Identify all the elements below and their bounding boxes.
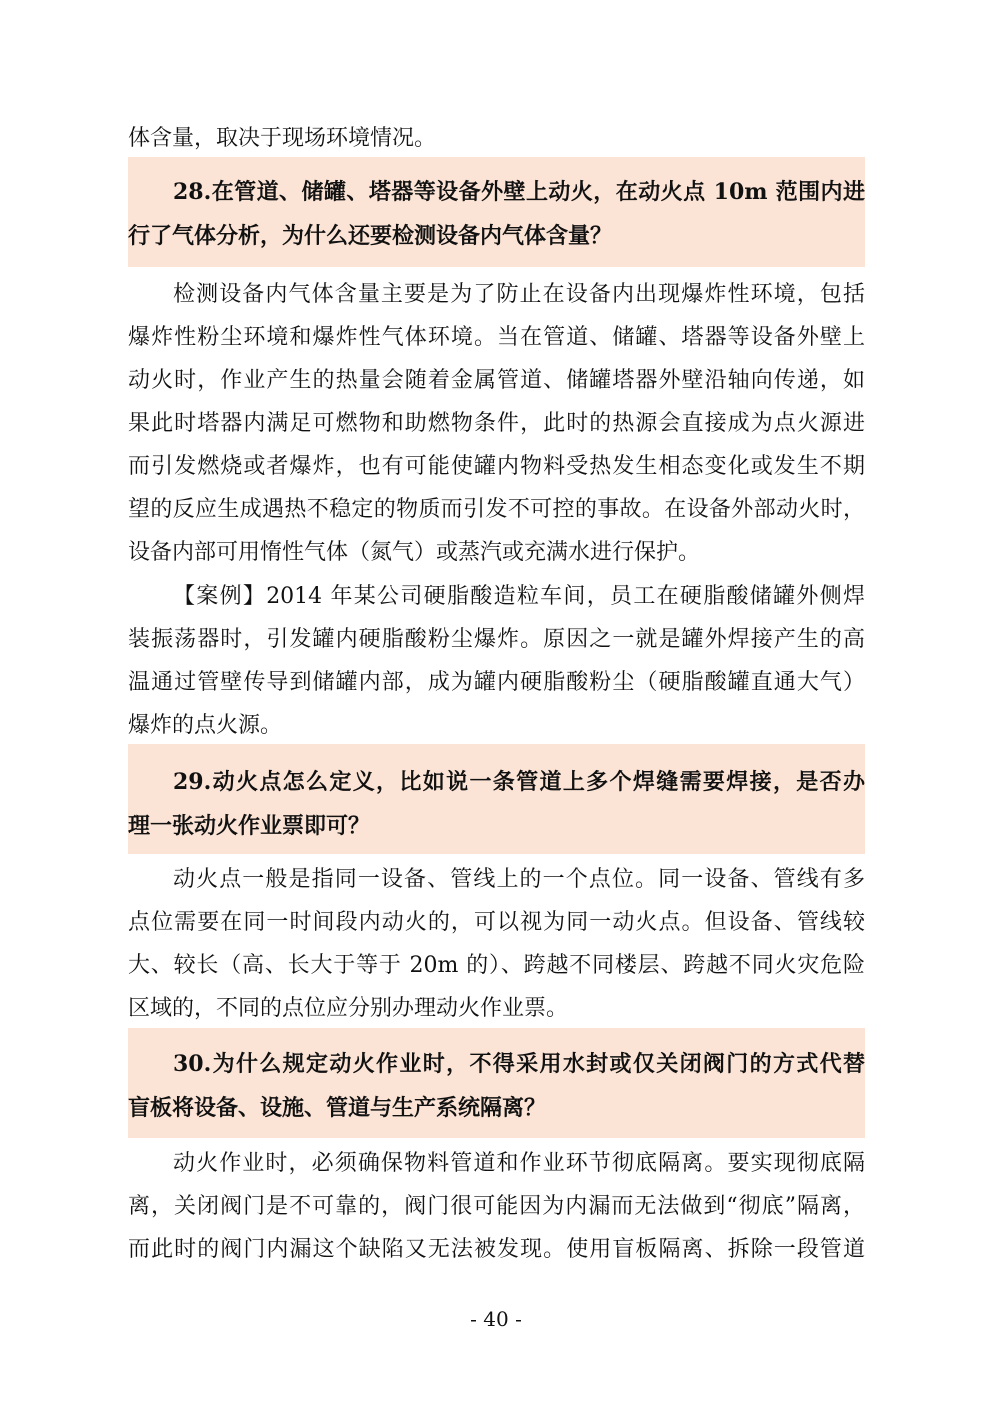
answer-28-line: 检测设备内气体含量主要是为了防止在设备内出现爆炸性环境，包括: [173, 282, 865, 307]
answer-29-line: 点位需要在同一时间段内动火的，可以视为同一动火点。但设备、管线较: [128, 910, 865, 935]
answer-29-line: 大、较长（高、长大于等于 20m 的）、跨越不同楼层、跨越不同火灾危险: [128, 953, 865, 978]
question-30-box: [128, 1028, 865, 1138]
answer-30-line: 动火作业时，必须确保物料管道和作业环节彻底隔离。要实现彻底隔: [173, 1151, 865, 1176]
answer-29-line: 区域的，不同的点位应分别办理动火作业票。: [128, 996, 569, 1021]
answer-28-line: 果此时塔器内满足可燃物和助燃物条件，此时的热源会直接成为点火源进: [128, 411, 865, 436]
answer-28-line: 而引发燃烧或者爆炸，也有可能使罐内物料受热发生相态变化或发生不期: [128, 454, 865, 479]
question-29-title-line-1: 29.动火点怎么定义，比如说一条管道上多个焊缝需要焊接，是否办: [173, 769, 865, 795]
question-28-box: [128, 157, 865, 267]
answer-30-line: 而此时的阀门内漏这个缺陷又无法被发现。使用盲板隔离、拆除一段管道: [128, 1237, 865, 1262]
answer-28-line: 爆炸性粉尘环境和爆炸性气体环境。当在管道、储罐、塔器等设备外壁上: [128, 325, 865, 350]
case-28-line: 爆炸的点火源。: [128, 713, 283, 738]
answer-28-line: 望的反应生成遇热不稳定的物质而引发不可控的事故。在设备外部动火时，: [128, 497, 865, 522]
answer-28-line: 设备内部可用惰性气体（氮气）或蒸汽或充满水进行保护。: [128, 540, 701, 565]
question-30-title-line-2: 盲板将设备、设施、管道与生产系统隔离？: [128, 1095, 547, 1121]
case-28-line: 【案例】2014 年某公司硬脂酸造粒车间，员工在硬脂酸储罐外侧焊: [173, 584, 865, 609]
answer-29-line: 动火点一般是指同一设备、管线上的一个点位。同一设备、管线有多: [173, 867, 865, 892]
answer-28-line: 动火时，作业产生的热量会随着金属管道、储罐塔器外壁沿轴向传递，如: [128, 368, 865, 393]
case-28-line: 装振荡器时，引发罐内硬脂酸粉尘爆炸。原因之一就是罐外焊接产生的高: [128, 627, 865, 652]
question-29-box: [128, 744, 865, 854]
case-28-line: 温通过管壁传导到储罐内部，成为罐内硬脂酸粉尘（硬脂酸罐直通大气）: [128, 670, 865, 695]
question-30-title-line-1: 30.为什么规定动火作业时，不得采用水封或仅关闭阀门的方式代替: [173, 1051, 865, 1077]
answer-30-line: 离，关闭阀门是不可靠的，阀门很可能因为内漏而无法做到“彻底”隔离，: [128, 1194, 865, 1219]
page-number: - 40 -: [470, 1307, 522, 1331]
paragraph-line: 体含量，取决于现场环境情况。: [128, 126, 437, 151]
question-29-title-line-2: 理一张动火作业票即可？: [128, 813, 371, 839]
question-28-title-line-2: 行了气体分析，为什么还要检测设备内气体含量？: [128, 223, 613, 249]
question-28-title-line-1: 28.在管道、储罐、塔器等设备外壁上动火，在动火点 10m 范围内进: [173, 179, 865, 205]
